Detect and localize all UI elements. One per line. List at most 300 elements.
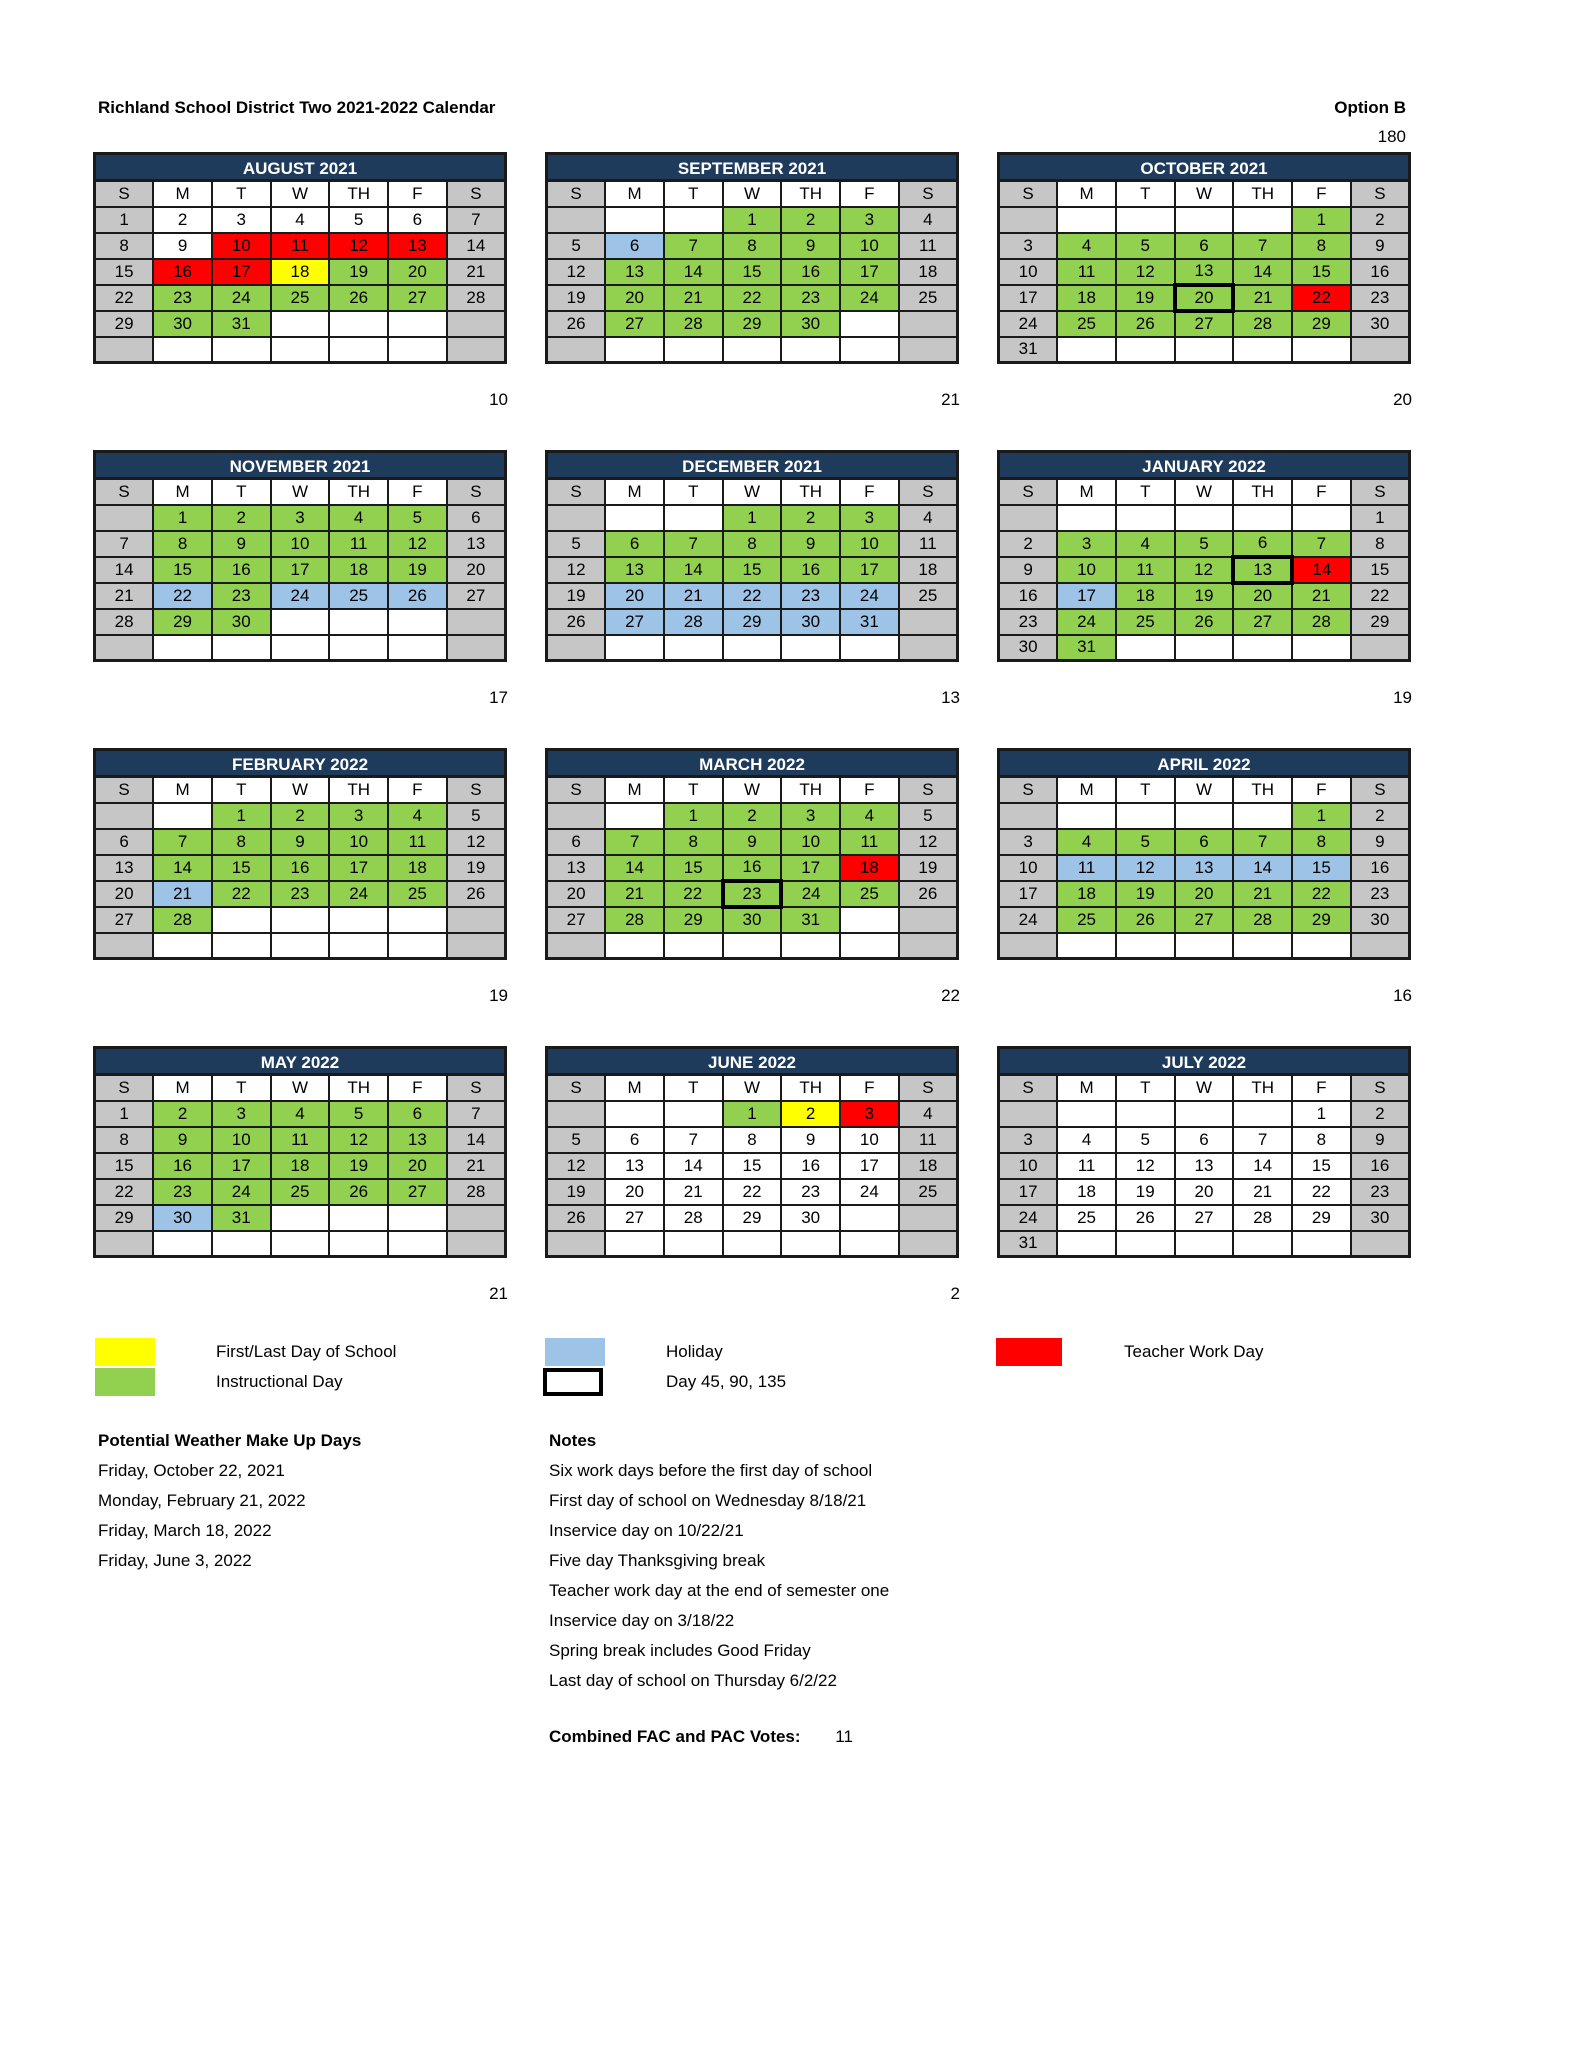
calendar-day: 20 — [605, 1179, 664, 1205]
calendar-day: 28 — [664, 609, 723, 635]
calendar-day: 16 — [1351, 259, 1410, 285]
legend-holiday: Holiday — [666, 1342, 723, 1361]
calendar-day: 1 — [1292, 1101, 1351, 1127]
calendar-day: 30 — [1351, 907, 1410, 933]
calendar-day: 16 — [781, 1153, 840, 1179]
calendar-day: 16 — [723, 855, 782, 881]
calendar-day: 25 — [271, 285, 330, 311]
calendar-day: 15 — [95, 1153, 154, 1179]
month-day-count: 16 — [1393, 986, 1412, 1005]
calendar-day: 17 — [999, 1179, 1058, 1205]
calendar-day: 5 — [1116, 1127, 1175, 1153]
calendar-day: 5 — [547, 233, 606, 259]
calendar-day: 24 — [840, 583, 899, 609]
calendar-day: 20 — [388, 1153, 447, 1179]
weekday-label: S — [447, 181, 506, 207]
calendar-empty-cell — [605, 803, 664, 829]
weekday-label: T — [1116, 777, 1175, 803]
calendar-day: 26 — [329, 285, 388, 311]
calendar-day: 17 — [840, 259, 899, 285]
calendar-empty-cell — [1057, 1231, 1116, 1257]
calendar-empty-cell — [388, 635, 447, 661]
calendar-day: 11 — [271, 233, 330, 259]
calendar-day: 20 — [1233, 583, 1292, 609]
calendar-day: 7 — [1233, 1127, 1292, 1153]
calendar-day: 7 — [664, 531, 723, 557]
calendar-day: 14 — [1233, 259, 1292, 285]
calendar-day: 4 — [329, 505, 388, 531]
calendar-day: 28 — [153, 907, 212, 933]
calendar-empty-cell — [547, 1231, 606, 1257]
weekday-label: S — [899, 181, 958, 207]
calendar-day: 3 — [212, 1101, 271, 1127]
calendar-empty-cell — [388, 907, 447, 933]
calendar-day: 21 — [664, 285, 723, 311]
note-item: Six work days before the first day of school — [549, 1461, 873, 1480]
calendar-day: 22 — [1292, 285, 1351, 311]
weekday-label: S — [547, 479, 606, 505]
weekday-label: TH — [781, 1075, 840, 1101]
calendar-day: 23 — [153, 285, 212, 311]
calendar-empty-cell — [153, 337, 212, 363]
calendar-day: 27 — [605, 609, 664, 635]
calendar-empty-cell — [664, 337, 723, 363]
calendar-day: 6 — [388, 207, 447, 233]
calendar-day: 29 — [723, 311, 782, 337]
calendar-day: 23 — [153, 1179, 212, 1205]
calendar-empty-cell — [723, 635, 782, 661]
calendar-day: 27 — [95, 907, 154, 933]
calendar-day: 19 — [547, 285, 606, 311]
calendar-day: 5 — [1116, 829, 1175, 855]
calendar-day: 26 — [1116, 1205, 1175, 1231]
calendar-day: 13 — [447, 531, 506, 557]
calendar-day: 5 — [447, 803, 506, 829]
calendar-empty-cell — [388, 609, 447, 635]
calendar-day: 9 — [153, 1127, 212, 1153]
calendar-day: 3 — [329, 803, 388, 829]
calendar-day: 22 — [95, 285, 154, 311]
calendar-day: 7 — [664, 1127, 723, 1153]
calendar-day: 16 — [271, 855, 330, 881]
calendar-empty-cell — [664, 207, 723, 233]
calendar-day: 30 — [153, 311, 212, 337]
calendar-day: 7 — [1233, 233, 1292, 259]
month-table — [997, 179, 1411, 364]
calendar-day: 2 — [1351, 803, 1410, 829]
weekday-label: F — [1292, 777, 1351, 803]
legend-swatch-outline — [543, 1368, 603, 1396]
calendar-empty-cell — [999, 803, 1058, 829]
calendar-empty-cell — [899, 609, 958, 635]
calendar-empty-cell — [388, 1205, 447, 1231]
calendar-day: 9 — [153, 233, 212, 259]
document-title: Richland School District Two 2021-2022 Calendar — [98, 98, 496, 117]
calendar-day: 13 — [1175, 1153, 1234, 1179]
votes-label: Combined FAC and PAC Votes: — [549, 1727, 801, 1746]
weekday-label: F — [840, 1075, 899, 1101]
calendar-empty-cell — [1292, 933, 1351, 959]
weekday-label: F — [1292, 479, 1351, 505]
calendar-day: 26 — [547, 1205, 606, 1231]
calendar-day: 24 — [212, 285, 271, 311]
calendar-day: 30 — [153, 1205, 212, 1231]
calendar-empty-cell — [388, 337, 447, 363]
month-day-count: 17 — [489, 688, 508, 707]
calendar-empty-cell — [999, 207, 1058, 233]
weekday-label: T — [1116, 1075, 1175, 1101]
calendar-day: 6 — [1175, 233, 1234, 259]
calendar-day: 28 — [95, 609, 154, 635]
weekday-label: S — [1351, 479, 1410, 505]
weekday-label: T — [212, 479, 271, 505]
weekday-label: M — [153, 777, 212, 803]
calendar-day: 19 — [1116, 285, 1175, 311]
weekday-label: W — [723, 479, 782, 505]
weekday-label: S — [95, 479, 154, 505]
calendar-day: 8 — [153, 531, 212, 557]
legend-swatch-yellow — [95, 1338, 155, 1366]
calendar-day: 16 — [781, 259, 840, 285]
weekday-label: W — [271, 479, 330, 505]
calendar-day: 28 — [605, 907, 664, 933]
month-calendar — [545, 1046, 959, 1258]
note-item: Teacher work day at the end of semester one — [549, 1581, 890, 1600]
calendar-day: 9 — [999, 557, 1058, 583]
calendar-day: 9 — [271, 829, 330, 855]
calendar-day: 29 — [1351, 609, 1410, 635]
calendar-day: 21 — [447, 259, 506, 285]
calendar-empty-cell — [212, 337, 271, 363]
calendar-day: 30 — [781, 1205, 840, 1231]
calendar-day: 2 — [781, 207, 840, 233]
calendar-day: 1 — [723, 505, 782, 531]
calendar-day: 17 — [999, 285, 1058, 311]
calendar-day: 18 — [271, 1153, 330, 1179]
calendar-day: 27 — [388, 1179, 447, 1205]
calendar-day: 11 — [899, 531, 958, 557]
calendar-empty-cell — [840, 635, 899, 661]
weekday-label: T — [664, 777, 723, 803]
calendar-day: 16 — [1351, 855, 1410, 881]
weekday-label: M — [153, 1075, 212, 1101]
calendar-day: 23 — [212, 583, 271, 609]
calendar-day: 12 — [547, 1153, 606, 1179]
weekday-label: M — [605, 181, 664, 207]
calendar-day: 28 — [447, 1179, 506, 1205]
calendar-empty-cell — [329, 609, 388, 635]
calendar-day: 6 — [1175, 1127, 1234, 1153]
calendar-day: 24 — [840, 1179, 899, 1205]
calendar-empty-cell — [271, 1231, 330, 1257]
calendar-day: 3 — [1057, 531, 1116, 557]
calendar-day: 28 — [1233, 311, 1292, 337]
weekday-label: W — [271, 777, 330, 803]
calendar-day: 19 — [547, 583, 606, 609]
calendar-empty-cell — [840, 1205, 899, 1231]
weekday-label: S — [999, 777, 1058, 803]
calendar-day: 12 — [547, 557, 606, 583]
calendar-empty-cell — [999, 505, 1058, 531]
calendar-empty-cell — [329, 1231, 388, 1257]
calendar-day: 13 — [1233, 557, 1292, 583]
calendar-empty-cell — [271, 933, 330, 959]
weekday-label: S — [999, 181, 1058, 207]
calendar-day: 14 — [664, 557, 723, 583]
calendar-day: 6 — [547, 829, 606, 855]
calendar-day: 14 — [1233, 1153, 1292, 1179]
calendar-day: 30 — [723, 907, 782, 933]
calendar-day: 3 — [999, 1127, 1058, 1153]
calendar-day: 23 — [271, 881, 330, 907]
calendar-empty-cell — [840, 337, 899, 363]
calendar-day: 30 — [999, 635, 1058, 661]
calendar-day: 27 — [1175, 1205, 1234, 1231]
legend-swatch-red — [996, 1338, 1062, 1366]
calendar-empty-cell — [1116, 1231, 1175, 1257]
legend-swatch-blue — [545, 1338, 605, 1366]
calendar-day: 13 — [1175, 259, 1234, 285]
legend-instructional: Instructional Day — [216, 1372, 343, 1391]
calendar-day: 26 — [899, 881, 958, 907]
calendar-day: 18 — [899, 557, 958, 583]
calendar-day: 7 — [1292, 531, 1351, 557]
calendar-day: 9 — [781, 1127, 840, 1153]
weekday-label: W — [723, 1075, 782, 1101]
calendar-day: 6 — [605, 531, 664, 557]
calendar-day: 18 — [1057, 285, 1116, 311]
calendar-day: 23 — [781, 583, 840, 609]
calendar-empty-cell — [781, 1231, 840, 1257]
calendar-day: 14 — [1233, 855, 1292, 881]
calendar-day: 23 — [1351, 285, 1410, 311]
calendar-empty-cell — [95, 1231, 154, 1257]
legend-day-marker: Day 45, 90, 135 — [666, 1372, 787, 1391]
calendar-day: 21 — [664, 1179, 723, 1205]
calendar-day: 2 — [1351, 1101, 1410, 1127]
weekday-label: TH — [329, 1075, 388, 1101]
weekday-label: M — [153, 181, 212, 207]
calendar-day: 1 — [95, 1101, 154, 1127]
calendar-empty-cell — [840, 907, 899, 933]
calendar-day: 7 — [447, 1101, 506, 1127]
calendar-empty-cell — [447, 635, 506, 661]
calendar-day: 29 — [723, 609, 782, 635]
calendar-day: 12 — [547, 259, 606, 285]
calendar-day: 12 — [329, 1127, 388, 1153]
weather-item: Monday, February 21, 2022 — [98, 1491, 306, 1510]
calendar-day: 21 — [153, 881, 212, 907]
calendar-day: 28 — [1233, 1205, 1292, 1231]
month-day-count: 19 — [1393, 688, 1412, 707]
calendar-day: 27 — [605, 311, 664, 337]
weekday-label: M — [1057, 181, 1116, 207]
calendar-day: 4 — [840, 803, 899, 829]
calendar-day: 12 — [329, 233, 388, 259]
calendar-day: 29 — [95, 311, 154, 337]
weekday-label: S — [899, 1075, 958, 1101]
weekday-label: W — [1175, 479, 1234, 505]
weekday-label: F — [388, 777, 447, 803]
weekday-label: S — [999, 479, 1058, 505]
calendar-empty-cell — [547, 337, 606, 363]
calendar-empty-cell — [723, 933, 782, 959]
month-title: OCTOBER 2021 — [997, 152, 1411, 179]
weekday-label: W — [1175, 777, 1234, 803]
weekday-label: W — [1175, 181, 1234, 207]
calendar-day: 14 — [447, 233, 506, 259]
calendar-day: 16 — [212, 557, 271, 583]
calendar-empty-cell — [1057, 505, 1116, 531]
calendar-day: 31 — [999, 1231, 1058, 1257]
weekday-label: W — [271, 181, 330, 207]
calendar-day: 2 — [1351, 207, 1410, 233]
calendar-day: 4 — [1116, 531, 1175, 557]
calendar-day: 8 — [1351, 531, 1410, 557]
calendar-day: 24 — [271, 583, 330, 609]
calendar-day: 15 — [95, 259, 154, 285]
calendar-day: 25 — [1057, 1205, 1116, 1231]
calendar-day: 26 — [447, 881, 506, 907]
calendar-day: 10 — [1057, 557, 1116, 583]
calendar-day: 6 — [605, 233, 664, 259]
calendar-empty-cell — [1057, 207, 1116, 233]
calendar-day: 19 — [329, 1153, 388, 1179]
weekday-label: F — [388, 479, 447, 505]
calendar-day: 10 — [999, 855, 1058, 881]
calendar-day: 8 — [212, 829, 271, 855]
calendar-day: 2 — [781, 505, 840, 531]
calendar-empty-cell — [781, 933, 840, 959]
calendar-day: 16 — [1351, 1153, 1410, 1179]
calendar-empty-cell — [1292, 337, 1351, 363]
month-table — [997, 477, 1411, 662]
calendar-empty-cell — [271, 311, 330, 337]
calendar-empty-cell — [447, 933, 506, 959]
calendar-day: 25 — [899, 1179, 958, 1205]
calendar-day: 11 — [329, 531, 388, 557]
month-table — [997, 775, 1411, 960]
calendar-day: 19 — [899, 855, 958, 881]
calendar-empty-cell — [547, 1101, 606, 1127]
calendar-day: 12 — [1116, 1153, 1175, 1179]
calendar-day: 10 — [329, 829, 388, 855]
calendar-day: 25 — [329, 583, 388, 609]
votes-line — [549, 1727, 853, 1747]
calendar-day: 1 — [723, 207, 782, 233]
calendar-day: 24 — [999, 1205, 1058, 1231]
calendar-day: 3 — [840, 505, 899, 531]
calendar-day: 2 — [271, 803, 330, 829]
calendar-empty-cell — [95, 337, 154, 363]
calendar-empty-cell — [840, 1231, 899, 1257]
weekday-label: M — [1057, 479, 1116, 505]
calendar-empty-cell — [1233, 803, 1292, 829]
calendar-day: 30 — [781, 311, 840, 337]
calendar-day: 22 — [1351, 583, 1410, 609]
weekday-label: M — [1057, 1075, 1116, 1101]
calendar-day: 15 — [723, 557, 782, 583]
month-title: AUGUST 2021 — [93, 152, 507, 179]
note-item: First day of school on Wednesday 8/18/21 — [549, 1491, 867, 1510]
calendar-day: 25 — [1116, 609, 1175, 635]
calendar-day: 8 — [95, 233, 154, 259]
calendar-day: 21 — [1233, 881, 1292, 907]
calendar-day: 25 — [1057, 907, 1116, 933]
calendar-day: 26 — [547, 311, 606, 337]
calendar-empty-cell — [1116, 635, 1175, 661]
month-day-count: 2 — [950, 1284, 960, 1303]
calendar-day: 1 — [1351, 505, 1410, 531]
calendar-day: 27 — [447, 583, 506, 609]
weekday-label: M — [605, 1075, 664, 1101]
calendar-day: 6 — [95, 829, 154, 855]
calendar-day: 11 — [388, 829, 447, 855]
month-day-count: 21 — [941, 390, 960, 409]
calendar-day: 20 — [447, 557, 506, 583]
calendar-empty-cell — [329, 907, 388, 933]
calendar-day: 1 — [212, 803, 271, 829]
calendar-day: 24 — [1057, 609, 1116, 635]
calendar-day: 9 — [1351, 829, 1410, 855]
calendar-day: 9 — [1351, 1127, 1410, 1153]
calendar-day: 21 — [1292, 583, 1351, 609]
calendar-empty-cell — [1057, 337, 1116, 363]
calendar-day: 20 — [605, 285, 664, 311]
calendar-day: 1 — [664, 803, 723, 829]
calendar-day: 10 — [999, 1153, 1058, 1179]
calendar-empty-cell — [1116, 207, 1175, 233]
calendar-empty-cell — [723, 337, 782, 363]
calendar-empty-cell — [388, 933, 447, 959]
total-days: 180 — [1377, 127, 1406, 146]
option-label: Option B — [1334, 98, 1406, 117]
calendar-day: 22 — [723, 285, 782, 311]
month-calendar — [93, 152, 507, 364]
calendar-day: 29 — [1292, 907, 1351, 933]
month-title: MAY 2022 — [93, 1046, 507, 1073]
calendar-day: 25 — [840, 881, 899, 907]
calendar-day: 25 — [899, 583, 958, 609]
calendar-day: 26 — [1116, 311, 1175, 337]
weekday-label: T — [664, 479, 723, 505]
month-table — [545, 179, 959, 364]
calendar-day: 8 — [723, 531, 782, 557]
weekday-label: S — [95, 181, 154, 207]
calendar-day: 9 — [1351, 233, 1410, 259]
weekday-label: M — [1057, 777, 1116, 803]
calendar-empty-cell — [1351, 933, 1410, 959]
calendar-day: 30 — [781, 609, 840, 635]
month-table — [545, 775, 959, 960]
calendar-day: 18 — [899, 259, 958, 285]
calendar-day: 23 — [1351, 881, 1410, 907]
legend-teacher-work: Teacher Work Day — [1124, 1342, 1264, 1361]
calendar-empty-cell — [1175, 505, 1234, 531]
weekday-label: F — [1292, 1075, 1351, 1101]
calendar-day: 23 — [781, 1179, 840, 1205]
weekday-label: T — [1116, 181, 1175, 207]
calendar-empty-cell — [329, 933, 388, 959]
calendar-day: 31 — [212, 1205, 271, 1231]
calendar-day: 4 — [1057, 1127, 1116, 1153]
month-calendar — [93, 748, 507, 960]
calendar-day: 11 — [899, 1127, 958, 1153]
calendar-day: 23 — [999, 609, 1058, 635]
weekday-label: S — [899, 479, 958, 505]
calendar-day: 21 — [95, 583, 154, 609]
calendar-day: 2 — [153, 207, 212, 233]
